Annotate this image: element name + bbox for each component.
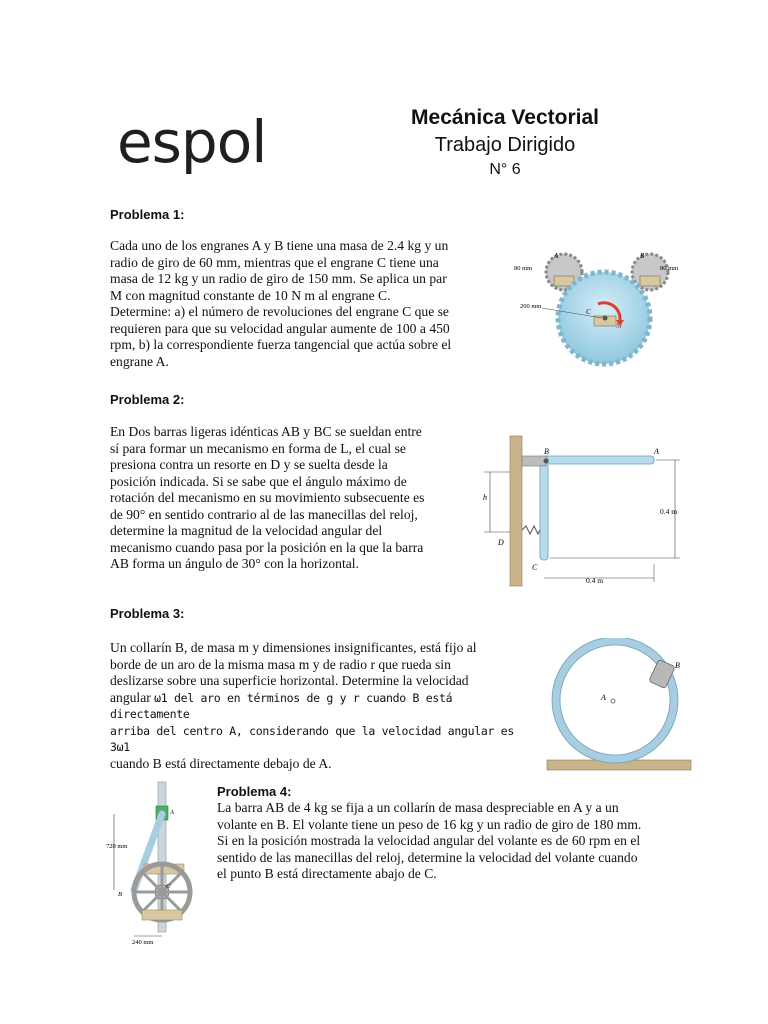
dim-b: 80 mm [660, 265, 679, 272]
dim-c: 200 mm [520, 303, 542, 310]
label-a: A [554, 252, 559, 260]
l-bar-figure [480, 432, 690, 590]
label-c: C [532, 563, 538, 572]
assignment-number: N° 6 [489, 161, 521, 178]
problem-1-line: M con magnitud constante de 10 N m al engrane C. [110, 287, 391, 303]
label-c: C [586, 308, 591, 316]
problem-2-text [110, 424, 465, 573]
label-a: A [601, 693, 606, 702]
problem-1-line: Determine: a) el número de revoluciones del engrane C que se [110, 304, 449, 319]
problem-3-text [110, 640, 525, 772]
problem-3-line: borde de un aro de la misma masa m y de radio r que rueda sin [110, 656, 451, 672]
problem-4-line: Si en la posición mostrada la velocidad angular del volante es de 60 rpm en el [217, 833, 641, 848]
problem-3-formula: ω1 del aro en términos de g y r cuando B está directamente [110, 690, 453, 721]
spring-d [522, 526, 540, 534]
problem-2-line: AB forma un ángulo de 30° con la horizontal. [110, 556, 359, 571]
problem-3-title: Problema 3: [110, 606, 185, 621]
problem-3-line [110, 690, 525, 723]
problem-2-line: rotación del mecanismo en su movimiento subsecuente es [110, 490, 425, 505]
hoop-figure [545, 638, 695, 774]
problem-1-line: radio de giro de 60 mm, mientras que el engrane C tiene una [110, 254, 439, 270]
problem-4-line: volante en B. El volante tiene un peso de 16 kg y un radio de giro de 180 mm. [217, 816, 642, 832]
problem-1-text [110, 238, 498, 370]
problem-3-line: deslizarse sobre una superficie horizontal. Determine la velocidad [110, 673, 469, 688]
problem-2-title: Problema 2: [110, 392, 185, 407]
dim-a: 80 mm [514, 265, 533, 272]
label-b: B [118, 891, 122, 898]
problem-4-text [217, 800, 697, 883]
label-a: A [170, 809, 174, 816]
problem-2-line: presiona contra un resorte en D y se suelta desde la [110, 457, 388, 472]
label-h: h [483, 493, 487, 502]
problem-3-word: angular [110, 689, 151, 705]
bar-bc [540, 456, 548, 560]
problem-2-line: En Dos barras ligeras idénticas AB y BC se sueldan entre [110, 424, 422, 439]
problem-1-line: masa de 12 kg y un radio de giro de 150 mm. Se aplica un par [110, 271, 447, 286]
problem-2-line: sí para formar un mecanismo en forma de L, el cual se [110, 440, 406, 456]
wall [510, 436, 522, 586]
problem-3-line: Un collarín B, de masa m y dimensiones insignificantes, está fijo al [110, 640, 477, 655]
problem-4-line: el punto B está directamente abajo de C. [217, 866, 437, 881]
problem-1-line: engrane A. [110, 353, 169, 369]
dim-horizontal: 0.4 m [586, 576, 604, 585]
problem-4-line: sentido de las manecillas del reloj, determine la velocidad del volante cuando [217, 849, 638, 865]
problem-4-title: Problema 4: [217, 784, 292, 799]
problem-2-line: determine la magnitud de la velocidad angular del [110, 523, 383, 538]
problem-3-line: arriba del centro A, considerando que la velocidad angular es 3ω1 [110, 723, 515, 754]
problem-1-title: Problema 1: [110, 207, 185, 222]
dim-vertical: 720 mm [106, 843, 128, 850]
problem-2-line: de 90° en sentido contrario al de las manecillas del reloj, [110, 506, 418, 522]
label-d: D [498, 538, 504, 547]
label-c: C [166, 883, 171, 890]
problem-1-line: Cada uno de los engranes A y B tiene una masa de 2.4 kg y un [110, 238, 449, 253]
bar-ab [544, 456, 654, 464]
gear-figure [512, 246, 690, 368]
flywheel-figure [104, 780, 214, 960]
label-b: B [640, 252, 645, 260]
problem-2-line: mecanismo cuando pasa por la posición en la que la barra [110, 539, 424, 555]
problem-1-line: rpm, b) la correspondiente fuerza tangencial que actúa sobre el [110, 337, 452, 352]
problem-2-line: posición indicada. Si se sabe que el ángulo máximo de [110, 473, 407, 489]
label-a: A [654, 447, 659, 456]
page-title: Mecánica Vectorial [411, 106, 599, 129]
label-b: B [675, 661, 680, 670]
espol-logo [115, 112, 310, 192]
label-m: M [616, 322, 622, 330]
logo-text: espol [117, 112, 267, 176]
problem-3-line: cuando B está directamente debajo de A. [110, 755, 332, 771]
problem-1-line: requieren para que su velocidad angular aumente de 100 a 450 [110, 320, 450, 336]
dim-horizontal: 240 mm [132, 939, 154, 946]
label-b: B [544, 447, 549, 456]
document-header [380, 104, 630, 182]
problem-4-line: La barra AB de 4 kg se fija a un collarín de masa despreciable en A y a un [217, 800, 619, 815]
page-subtitle: Trabajo Dirigido [434, 134, 576, 156]
dim-vertical: 0.4 m [660, 507, 678, 516]
